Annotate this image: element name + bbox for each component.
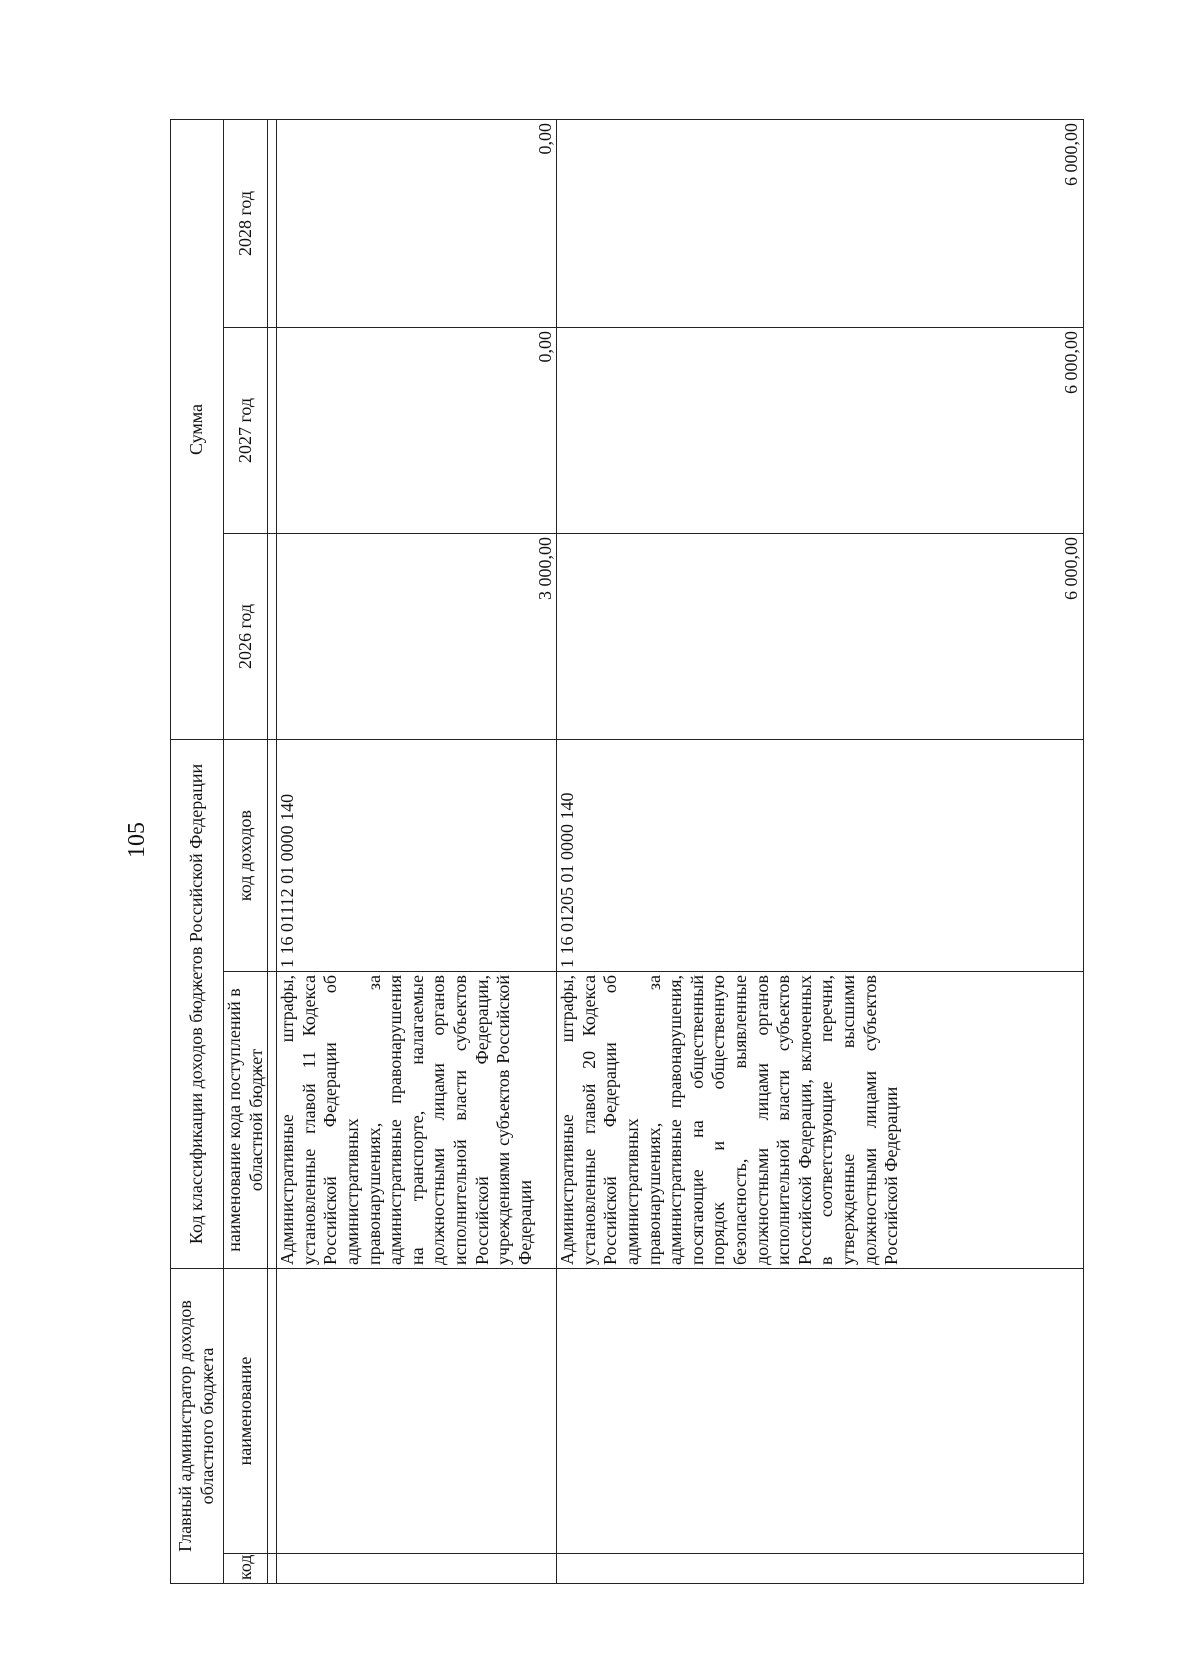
- value-2028-cell: 6 000,00: [557, 119, 1084, 327]
- header-classification-group: Код классификации доходов бюджетов Российской Федерации: [171, 740, 224, 1269]
- page-number: 105: [124, 822, 150, 858]
- spacer-cell: [268, 740, 277, 972]
- header-classification-name: наименование кода поступлений в областной бюджет: [224, 972, 268, 1269]
- header-row-3: [268, 119, 277, 1583]
- value-2026-cell: 3 000,00: [277, 534, 557, 740]
- value-2026-cell: 6 000,00: [557, 534, 1084, 740]
- table-row: [277, 119, 557, 1583]
- header-year-2028: 2028 год: [224, 119, 268, 327]
- table-row: [557, 119, 1084, 1583]
- revenue-table: [170, 119, 1084, 1584]
- spacer-cell: [268, 1269, 277, 1554]
- revenue-name-cell: Административные штрафы, установленные главой 11 Кодекса Российской Федерации об административных правонарушениях, за административные правонарушения на транспорте, налагаемые должностными лицами органов исполнительной власти субъектов Российской Федерации, учреждениями субъектов Российской Федерации: [277, 972, 557, 1269]
- header-admin-name: наименование: [224, 1269, 268, 1554]
- spacer-cell: [268, 119, 277, 327]
- header-admin-code: код: [224, 1554, 268, 1584]
- spacer-cell: [268, 972, 277, 1269]
- header-admin-group: Главный администратор доходов областного бюджета: [171, 1269, 224, 1584]
- header-row-1: [171, 119, 224, 1583]
- header-sum-group: Сумма: [171, 119, 224, 739]
- header-row-2: [224, 119, 268, 1583]
- revenue-code-cell: 1 16 01112 01 0000 140: [277, 740, 557, 972]
- admin-code-cell: [277, 1554, 557, 1584]
- revenue-table-sheet: [170, 120, 1084, 1584]
- admin-name-cell: [557, 1269, 1084, 1554]
- value-2028-cell: 0,00: [277, 119, 557, 327]
- header-classification-code: код доходов: [224, 740, 268, 972]
- value-2027-cell: 6 000,00: [557, 328, 1084, 534]
- revenue-name-cell: Административные штрафы, установленные главой 20 Кодекса Российской Федерации об административных правонарушениях, за административные правонарушения, посягающие на общественный порядок и общественную безопасность, выявленные должностными лицами органов исполнительной власти субъектов Российской Федерации, включенных в соответствующие перечни, утвержденные высшими должностными лицами субъектов Российской Федерации: [557, 972, 1084, 1269]
- admin-code-cell: [557, 1554, 1084, 1584]
- spacer-cell: [268, 328, 277, 534]
- header-year-2027: 2027 год: [224, 328, 268, 534]
- revenue-code-cell: 1 16 01205 01 0000 140: [557, 740, 1084, 972]
- header-year-2026: 2026 год: [224, 534, 268, 740]
- value-2027-cell: 0,00: [277, 328, 557, 534]
- spacer-cell: [268, 1554, 277, 1584]
- spacer-cell: [268, 534, 277, 740]
- admin-name-cell: [277, 1269, 557, 1554]
